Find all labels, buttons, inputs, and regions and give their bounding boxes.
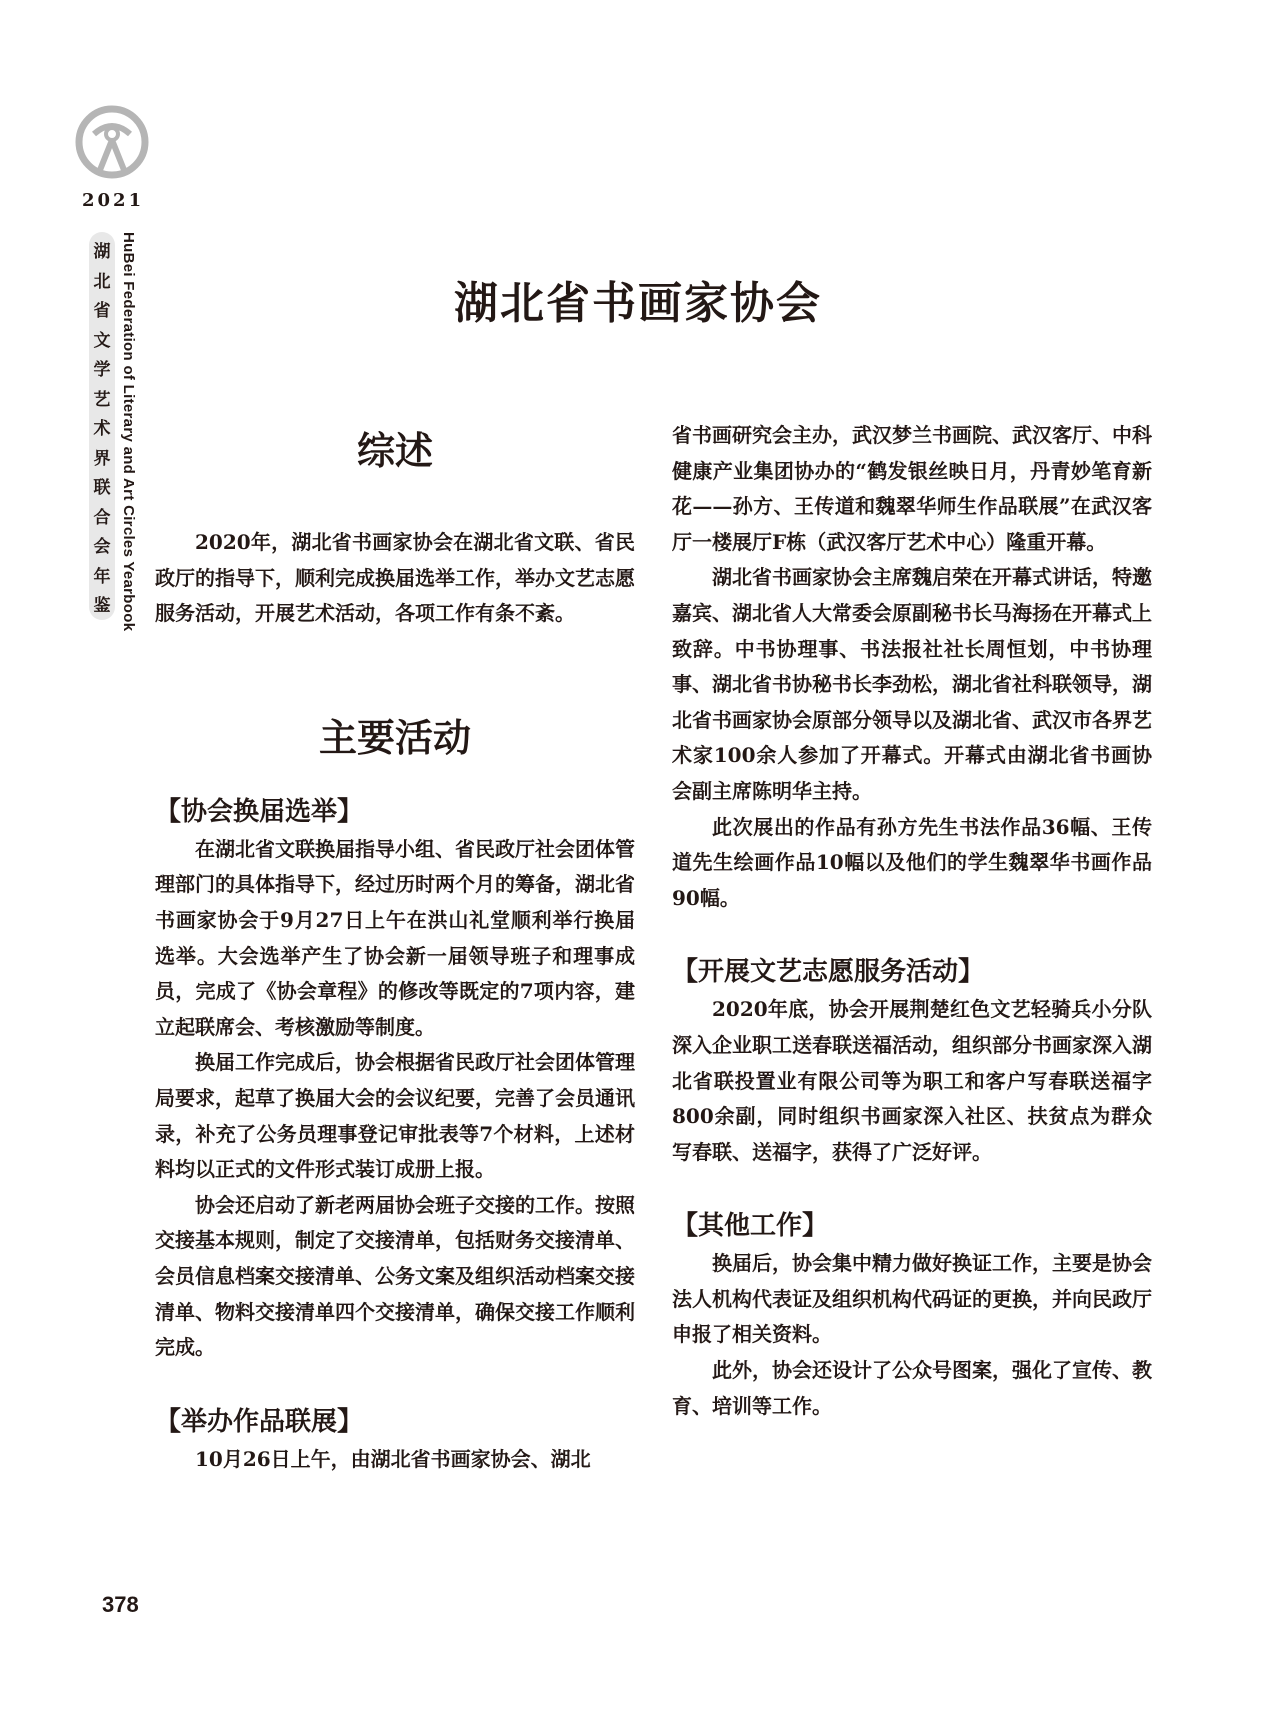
paragraph: 换届工作完成后，协会根据省民政厅社会团体管理局要求，起草了换届大会的会议纪要，完善了会员通讯录，补充了公务员理事登记审批表等7个材料，上述材料均以正式的文件形式装订成册上报。 bbox=[155, 1050, 635, 1182]
paragraph: 换届后，协会集中精力做好换证工作，主要是协会法人机构代表证及组织机构代码证的更换，并向民政厅申报了相关资料。 bbox=[672, 1251, 1152, 1347]
section-heading-other-work: 【其他工作】 bbox=[672, 1211, 829, 1242]
paragraph: 2020年底，协会开展荆楚红色文艺轻骑兵小分队深入企业职工送春联送福活动，组织部分书画家深入湖北省联投置业有限公司等为职工和客户写春联送福字800余副，同时组织书画家深入社区、扶贫点为群众写春联、送福字，获得了广泛好评。 bbox=[672, 997, 1152, 1164]
page-number: 378 bbox=[102, 1592, 139, 1617]
paragraph: 在湖北省文联换届指导小组、省民政厅社会团体管理部门的具体指导下，经过历时两个月的筹备，湖北省书画家协会于9月27日上午在洪山礼堂顺利举行换届选举。大会选举产生了协会新一届领导班子和理事成员，完成了《协会章程》的修改等既定的7项内容，建立起联席会、考核激励等制度。 bbox=[155, 836, 635, 1039]
right-column bbox=[672, 418, 1152, 1424]
yearbook-year: 2021 bbox=[82, 190, 145, 211]
vertical-title-en: HuBei Federation of Literary and Art Circles Yearbook bbox=[120, 232, 137, 632]
main-activities-heading: 主要活动 bbox=[318, 715, 471, 760]
paragraph: 此外，协会还设计了公众号图案，强化了宣传、教育、培训等工作。 bbox=[672, 1358, 1152, 1418]
paragraph: 10月26日上午，由湖北省书画家协会、湖北 bbox=[195, 1446, 591, 1471]
yearbook-emblem-icon bbox=[74, 104, 150, 180]
paragraph: 协会还启动了新老两届协会班子交接的工作。按照交接基本规则，制定了交接清单，包括财务交接清单、会员信息档案交接清单、公务文案及组织活动档案交接清单、物料交接清单四个交接清单，确保交接工作顺利完成。 bbox=[155, 1192, 635, 1360]
overview-heading: 综述 bbox=[356, 429, 433, 473]
paragraph-continued: 省书画研究会主办，武汉梦兰书画院、武汉客厅、中科健康产业集团协办的“鹤发银丝映日月，丹青妙笔育新花——孙方、王传道和魏翠华师生作品联展”在武汉客厅一楼展厅F栋（武汉客厅艺术中心）隆重开幕。 bbox=[672, 423, 1152, 554]
overview-paragraph: 2020年，湖北省书画家协会在湖北省文联、省民政厅的指导下，顺利完成换届选举工作，举办文艺志愿服务活动，开展艺术活动，各项工作有条不紊。 bbox=[155, 530, 635, 626]
left-column bbox=[155, 420, 635, 1477]
section-heading-volunteer: 【开展文艺志愿服务活动】 bbox=[672, 957, 985, 988]
paragraph: 此次展出的作品有孙方先生书法作品36幅、王传道先生绘画作品10幅以及他们的学生魏翠华书画作品90幅。 bbox=[672, 814, 1152, 910]
page-title: 湖北省书画家协会 bbox=[454, 278, 822, 330]
paragraph: 湖北省书画家协会主席魏启荣在开幕式讲话，特邀嘉宾、湖北省人大常委会原副秘书长马海扬在开幕式上致辞。中书协理事、书法报社社长周恒划，中书协理事、湖北省书协秘书长李劲松，湖北省社科联领导，湖北省书画家协会原部分领导以及湖北省、武汉市各界艺术家100余人参加了开幕式。开幕式由湖北省书画协会副主席陈明华主持。 bbox=[672, 565, 1152, 803]
section-heading-exhibition: 【举办作品联展】 bbox=[155, 1406, 364, 1437]
section-heading-election: 【协会换届选举】 bbox=[155, 796, 364, 827]
vertical-title-cn: 湖北省文学艺术界联合会年鉴 bbox=[93, 242, 111, 616]
